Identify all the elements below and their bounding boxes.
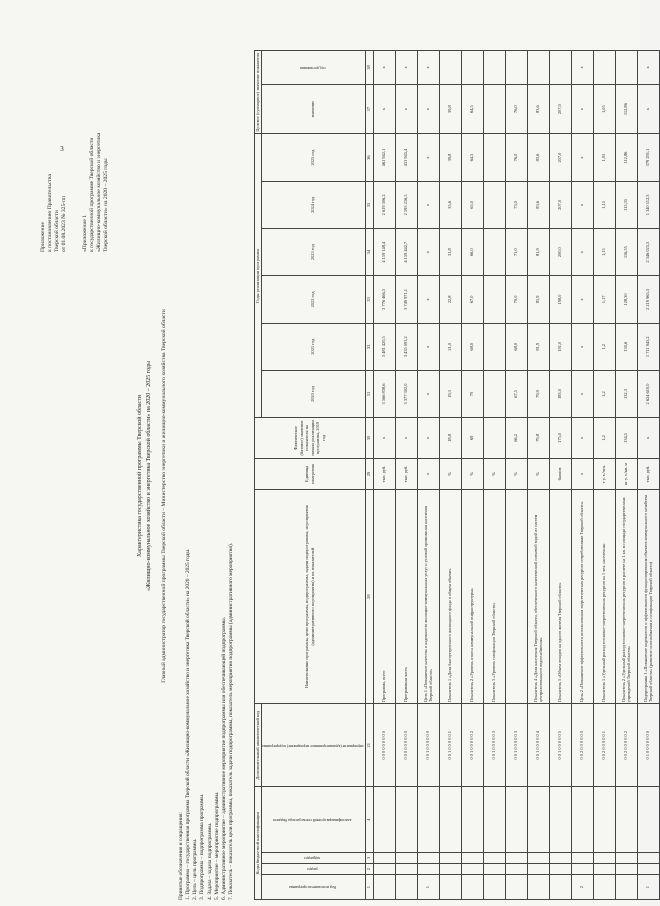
- executor-code-cell: 1: [637, 875, 659, 900]
- appendix-line: Приложение: [40, 221, 46, 252]
- final-year-cell: х: [571, 51, 593, 85]
- col-number: 34: [365, 229, 373, 276]
- executor-code-cell: [549, 875, 571, 900]
- subsection-cell: [571, 852, 593, 863]
- section-cell: [417, 863, 439, 874]
- target-article-cell: [549, 787, 571, 852]
- subsection-cell: [637, 852, 659, 863]
- unit-cell: тыс. руб.: [395, 458, 417, 490]
- year-value-cell: 379 291,1: [637, 134, 659, 181]
- analytic-code-cell: 0 0 0 0 0 0 0 0 0: [373, 704, 395, 787]
- col-number: 37: [365, 84, 373, 134]
- appendix-1-block: [82, 82, 110, 252]
- year-value-cell: 3 435 093,2: [395, 323, 417, 370]
- final-year-cell: х: [395, 51, 417, 85]
- year-value-cell: х: [571, 276, 593, 323]
- year-value-cell: [483, 134, 505, 181]
- target-article-cell: [439, 787, 461, 852]
- appendix-line: Тверской области: [53, 210, 60, 252]
- abbreviations-block: [178, 380, 235, 900]
- executor-code-cell: [439, 875, 461, 900]
- year-2023-header: 2023 год: [261, 229, 365, 276]
- base-value-cell: х: [373, 418, 395, 459]
- table-row: [637, 51, 659, 900]
- landscape-document: [30, 36, 654, 906]
- year-value-cell: х: [417, 323, 439, 370]
- section-cell: [439, 863, 461, 874]
- subsection-cell: [593, 852, 615, 863]
- year-value-cell: 2 619 306,2: [373, 181, 395, 228]
- section-cell: [483, 863, 505, 874]
- final-value-cell: 39,8: [439, 84, 461, 134]
- subsection-header: подраздел: [261, 852, 365, 863]
- name-cell: Показатель 4 «Доля населения Тверской области, обеспеченного качественной питьевой водой из систем централизованного водоснабжения»: [527, 490, 549, 704]
- year-value-cell: 19,3: [439, 370, 461, 417]
- year-value-cell: [483, 229, 505, 276]
- year-value-cell: 64,5: [461, 134, 483, 181]
- unit-cell: тыс. руб.: [637, 458, 659, 490]
- final-value-cell: 207,0: [549, 84, 571, 134]
- executor-code-cell: [593, 875, 615, 900]
- year-value-cell: 2 595 216,5: [395, 181, 417, 228]
- year-value-cell: [483, 276, 505, 323]
- year-value-cell: 1,15: [593, 229, 615, 276]
- year-value-cell: 207,0: [549, 134, 571, 181]
- unit-cell: тыс. руб.: [373, 458, 395, 490]
- year-value-cell: 76,0: [505, 134, 527, 181]
- year-value-cell: 73,0: [505, 181, 527, 228]
- final-value-cell: х: [395, 84, 417, 134]
- section-cell: [571, 863, 593, 874]
- year-value-cell: 68,0: [505, 323, 527, 370]
- final-value-cell: х: [571, 84, 593, 134]
- analytic-code-cell: 0 0 1 0 0 0 0 0 4: [527, 704, 549, 787]
- year-value-cell: 3 776 466,3: [373, 276, 395, 323]
- column-number-row: [365, 51, 373, 900]
- year-2022-header: 2022 год: [261, 276, 365, 323]
- year-value-cell: 116,35: [615, 229, 637, 276]
- final-year-cell: х: [637, 51, 659, 85]
- table-row: [571, 51, 593, 900]
- unit-cell: баллов: [549, 458, 571, 490]
- analytic-code-cell: 0 0 2 0 0 0 0 0 1: [593, 704, 615, 787]
- executor-code-cell: 1: [417, 875, 439, 900]
- final-value-cell: 64,5: [461, 84, 483, 134]
- table-row: [417, 51, 439, 900]
- abbreviation-item: 7. Показатель – показатель цели программы, показатель задачи подпрограммы, показатель мероприятия подпрограммы (административного мероприятия).: [227, 542, 234, 900]
- analytic-code-cell: 0 0 1 0 0 0 0 0 3: [505, 704, 527, 787]
- target-article-header: классификация целевой статьи расхода бюджета: [261, 787, 365, 852]
- target-article-cell: [395, 787, 417, 852]
- subsection-cell: [417, 852, 439, 863]
- year-value-cell: 79,9: [527, 370, 549, 417]
- section-cell: [395, 863, 417, 874]
- budget-codes-header: Коды бюджетной классификации: [255, 787, 262, 900]
- col-number: 32: [365, 323, 373, 370]
- section-cell: [549, 863, 571, 874]
- year-value-cell: х: [571, 323, 593, 370]
- year-value-cell: 66,0: [461, 229, 483, 276]
- year-value-cell: 4 159 148,4: [373, 229, 395, 276]
- table-row: [461, 51, 483, 900]
- final-value-cell: 112,86: [615, 84, 637, 134]
- analytic-code-cell: 0 0 1 0 0 0 0 0 1: [439, 704, 461, 787]
- analytic-code-cell: 0 0 1 0 0 0 0 0 2: [461, 704, 483, 787]
- abbreviation-item: 2. Цель – цель программы.: [192, 838, 199, 900]
- appendix-line: «Жилищно-коммунальное хозяйство и энергетика: [95, 132, 102, 252]
- target-article-cell: [417, 787, 439, 852]
- year-value-cell: 3 481 420,5: [373, 323, 395, 370]
- chief-administrator-line: Главный администратор государственной программы Тверской области – Министерство энергетики и жилищно-коммунального хозяйства Тверской области: [161, 309, 167, 683]
- year-value-cell: 200,0: [549, 229, 571, 276]
- year-value-cell: 1,2: [593, 323, 615, 370]
- final-year-cell: [483, 51, 505, 85]
- table-row: [505, 51, 527, 900]
- program-characteristics-table: [254, 50, 660, 900]
- year-value-cell: 1,15: [593, 181, 615, 228]
- executor-code-cell: [395, 875, 417, 900]
- target-article-cell: [527, 787, 549, 852]
- executor-code-cell: [505, 875, 527, 900]
- year-value-cell: 35,6: [439, 181, 461, 228]
- year-value-cell: 2 219 965,3: [637, 276, 659, 323]
- year-value-cell: 70,0: [505, 276, 527, 323]
- executor-code-cell: 2: [571, 875, 593, 900]
- col-number: 3: [365, 852, 373, 863]
- final-year-header: год достижения: [261, 51, 365, 85]
- name-cell: Цель 2 «Повышение эффективности использования энергетических ресурсов потребителями Тверской области»: [571, 490, 593, 704]
- year-value-cell: [483, 181, 505, 228]
- document-title-line1: Характеристика государственной программы Тверской области: [137, 394, 143, 558]
- abbreviations-heading: Принятые обозначения и сокращения:: [178, 812, 184, 900]
- year-value-cell: 1,17: [593, 276, 615, 323]
- year-value-cell: 132,3: [615, 370, 637, 417]
- analytic-code-cell: 0 0 1 0 0 0 0 0 3: [483, 704, 505, 787]
- year-value-cell: [483, 323, 505, 370]
- name-cell: Показатель 5 «Объем отходов на одного жителя Тверской области»: [549, 490, 571, 704]
- year-value-cell: 81,9: [527, 276, 549, 323]
- final-value-header: значение: [261, 84, 365, 134]
- subsection-cell: [549, 852, 571, 863]
- year-value-cell: 3 749 971,1: [395, 276, 417, 323]
- col-number: 4: [365, 787, 373, 852]
- name-cell: Показатель 1 «Доля благоустроенного жилищного фонда в общем объеме»: [439, 490, 461, 704]
- year-value-cell: 83,6: [527, 181, 549, 228]
- unit-cell: х: [571, 458, 593, 490]
- year-value-cell: 1,05: [593, 134, 615, 181]
- table-row: [593, 51, 615, 900]
- analytic-code-cell: 0 0 1 0 0 0 0 0 0: [417, 704, 439, 787]
- appendix-block: [40, 82, 68, 252]
- col-number: 21: [365, 704, 373, 787]
- name-cell: Цель 1 «Повышение качества и надежности жилищно-коммунальных услуг и условий проживания населения Тверской области»: [417, 490, 439, 704]
- table-row: [615, 51, 637, 900]
- year-value-cell: 191,0: [549, 323, 571, 370]
- target-article-cell: [615, 787, 637, 852]
- table-row: [439, 51, 461, 900]
- year-value-cell: 112,86: [615, 134, 637, 181]
- years-header: Годы реализации программы: [255, 134, 262, 418]
- base-value-header: Фактическое (базовое) значение показателя на начало реализации программы, 2019 год: [255, 418, 366, 459]
- final-year-cell: [439, 51, 461, 85]
- year-value-cell: 22,8: [439, 276, 461, 323]
- target-article-cell: [483, 787, 505, 852]
- final-year-cell: [505, 51, 527, 85]
- abbreviation-item: 5. Мероприятие – мероприятие подпрограммы.: [213, 791, 220, 900]
- section-cell: [637, 863, 659, 874]
- executor-code-header: Код исполнителя программы: [261, 875, 365, 900]
- year-value-cell: 431 945,4: [395, 134, 417, 181]
- base-value-cell: 18,8: [439, 418, 461, 459]
- year-value-cell: 128,30: [615, 276, 637, 323]
- unit-cell: %: [439, 458, 461, 490]
- appendix-line: к государственной программе Тверской области: [88, 137, 95, 252]
- name-cell: Программа, всего: [373, 490, 395, 704]
- section-cell: [461, 863, 483, 874]
- name-cell: Программная часть: [395, 490, 417, 704]
- col-number: 35: [365, 181, 373, 228]
- year-value-cell: 81,9: [527, 323, 549, 370]
- year-2025-header: 2025 год: [261, 134, 365, 181]
- analytic-code-cell: 0 0 0 0 0 0 0 0 0: [395, 704, 417, 787]
- subsection-cell: [439, 852, 461, 863]
- base-value-cell: [483, 418, 505, 459]
- final-year-cell: х: [373, 51, 395, 85]
- base-value-cell: 79,8: [527, 418, 549, 459]
- base-value-cell: 66,2: [505, 418, 527, 459]
- col-number: 2: [365, 863, 373, 874]
- final-year-cell: [593, 51, 615, 85]
- year-2020-header: 2020 год: [261, 370, 365, 417]
- unit-cell: х: [417, 458, 439, 490]
- name-cell: [505, 490, 527, 704]
- analytic-code-cell: 0 0 2 0 0 0 0 0 0: [571, 704, 593, 787]
- year-value-cell: 207,0: [549, 181, 571, 228]
- col-number: 30: [365, 418, 373, 459]
- final-year-cell: [461, 51, 483, 85]
- abbreviation-item: 4. Задача – задача подпрограммы.: [206, 822, 213, 900]
- year-value-cell: 81,9: [527, 229, 549, 276]
- analytic-code-cell: 0 0 1 0 0 0 0 0 5: [549, 704, 571, 787]
- final-year-cell: [549, 51, 571, 85]
- final-value-cell: х: [637, 84, 659, 134]
- unit-cell: кг у. т./кв. м: [615, 458, 637, 490]
- year-value-cell: 1 711 945,2: [637, 323, 659, 370]
- target-article-cell: [637, 787, 659, 852]
- document-title-line2: «Жилищно-коммунальное хозяйство и энергетика Тверской области» на 2020 – 2025 годы: [146, 361, 152, 591]
- target-article-cell: [373, 787, 395, 852]
- section-cell: [505, 863, 527, 874]
- abbreviation-item: 1. Программа – государственная программа Тверской области «Жилищно-коммунальное хозяйство и энергетика Тверской области» на 2020 – 2025 годы.: [185, 548, 192, 900]
- name-header: Наименование программы, цели программы, подпрограммы, задачи подпрограммы, мероприятия (административного мероприятия) и их показателей: [255, 490, 366, 704]
- year-value-cell: 183,0: [549, 370, 571, 417]
- name-cell: Показатель 1 «Удельный расход топливно-энергетических ресурсов на 1 чел. населения»: [593, 490, 615, 704]
- year-value-cell: 3 566 838,6: [373, 370, 395, 417]
- appendix-line: «Приложение 1: [82, 214, 88, 252]
- final-value-cell: [483, 84, 505, 134]
- analytic-code-header: Дополнительный аналитический код: [255, 704, 262, 787]
- subsection-cell: [483, 852, 505, 863]
- table-body: [373, 51, 659, 900]
- appendix-line: от 01.08.2023 № 325-пп: [60, 195, 67, 252]
- year-value-cell: х: [417, 229, 439, 276]
- analytic-code-cell: 0 0 2 0 0 0 0 0 2: [615, 704, 637, 787]
- unit-cell: т у. т./чел.: [593, 458, 615, 490]
- year-value-cell: 65,0: [461, 181, 483, 228]
- year-2021-header: 2021 год: [261, 323, 365, 370]
- year-value-cell: х: [417, 370, 439, 417]
- final-value-cell: 76,0: [505, 84, 527, 134]
- unit-cell: %: [505, 458, 527, 490]
- year-value-cell: 461 942,1: [373, 134, 395, 181]
- target-article-cell: [593, 787, 615, 852]
- target-article-cell: [505, 787, 527, 852]
- subsection-cell: [615, 852, 637, 863]
- year-value-cell: х: [417, 276, 439, 323]
- col-number: 29: [365, 458, 373, 490]
- base-value-cell: 134,5: [615, 418, 637, 459]
- table-row: [395, 51, 417, 900]
- appendix-line: к постановлению Правительства: [46, 174, 53, 252]
- year-value-cell: х: [571, 134, 593, 181]
- appendix-line: Тверской области» на 2020 – 2025 годы: [102, 158, 109, 252]
- executor-code-cell: [615, 875, 637, 900]
- section-cell: [593, 863, 615, 874]
- base-value-cell: 1,2: [593, 418, 615, 459]
- col-number: 31: [365, 370, 373, 417]
- year-value-cell: 130,6: [615, 323, 637, 370]
- target-article-cell: [571, 787, 593, 852]
- program-code-subheader: мероприятие (административное мероприятие) подпрограммы: [261, 704, 365, 787]
- final-year-cell: [527, 51, 549, 85]
- name-cell: Показатель 3 «Уровень газификации Тверской области»: [483, 490, 505, 704]
- subsection-cell: [373, 852, 395, 863]
- year-value-cell: 198,0: [549, 276, 571, 323]
- final-value-cell: х: [417, 84, 439, 134]
- name-cell: Подпрограмма 1 «Повышение надежности и эффективности функционирования объектов коммунального хозяйства Тверской области» (развитие газоснабжения и газификации Тверской области): [637, 490, 659, 704]
- year-value-cell: х: [571, 229, 593, 276]
- executor-code-cell: [373, 875, 395, 900]
- year-value-cell: х: [571, 370, 593, 417]
- year-value-cell: [483, 370, 505, 417]
- table-row: [483, 51, 505, 900]
- page-number: 3: [60, 145, 64, 153]
- rotated-page-content: [30, 0, 654, 906]
- unit-cell: %: [483, 458, 505, 490]
- year-value-cell: 21,0: [439, 323, 461, 370]
- col-number: 36: [365, 134, 373, 181]
- year-value-cell: 67,5: [505, 370, 527, 417]
- table-row: [549, 51, 571, 900]
- year-value-cell: 71,0: [505, 229, 527, 276]
- final-year-cell: [615, 51, 637, 85]
- year-value-cell: 115,35: [615, 181, 637, 228]
- final-value-cell: 1,05: [593, 84, 615, 134]
- executor-code-cell: [461, 875, 483, 900]
- year-value-cell: 68,0: [461, 323, 483, 370]
- base-value-cell: х: [637, 418, 659, 459]
- year-value-cell: 39,8: [439, 134, 461, 181]
- year-value-cell: х: [571, 181, 593, 228]
- unit-cell: %: [527, 458, 549, 490]
- abbreviation-item: 6. Административное мероприятие – административное мероприятие подпрограммы или обеспечивающей подпрограммы.: [220, 616, 227, 900]
- executor-code-cell: [527, 875, 549, 900]
- subsection-cell: [461, 852, 483, 863]
- year-value-cell: 70: [461, 370, 483, 417]
- year-value-cell: 2 346 025,3: [637, 229, 659, 276]
- table-row: [527, 51, 549, 900]
- target-value-header: Целевое (суммарное) значение показателя: [255, 51, 262, 134]
- section-cell: [527, 863, 549, 874]
- subsection-cell: [395, 852, 417, 863]
- year-value-cell: 83,6: [527, 134, 549, 181]
- year-value-cell: 67,0: [461, 276, 483, 323]
- section-cell: [615, 863, 637, 874]
- year-value-cell: 2 624 610,0: [637, 370, 659, 417]
- target-article-cell: [461, 787, 483, 852]
- executor-code-cell: [483, 875, 505, 900]
- final-value-cell: х: [373, 84, 395, 134]
- year-value-cell: 1,2: [593, 370, 615, 417]
- section-cell: [373, 863, 395, 874]
- unit-header: Единица измерения: [255, 458, 366, 490]
- col-number: 28: [365, 490, 373, 704]
- name-cell: Показатель 2 «Удельный расход топливно-энергетических ресурсов в расчете на 1 кв. м площади государственных учреждений Тверской области»: [615, 490, 637, 704]
- year-2024-header: 2024 год: [261, 181, 365, 228]
- year-value-cell: 31,8: [439, 229, 461, 276]
- col-number: 38: [365, 51, 373, 85]
- base-value-cell: х: [417, 418, 439, 459]
- subsection-cell: [527, 852, 549, 863]
- base-value-cell: х: [395, 418, 417, 459]
- analytic-code-cell: 0 1 0 0 0 0 0 0 0: [637, 704, 659, 787]
- section-header: раздел: [261, 863, 365, 874]
- year-value-cell: х: [417, 134, 439, 181]
- base-value-cell: 69: [461, 418, 483, 459]
- base-value-cell: х: [571, 418, 593, 459]
- unit-cell: %: [461, 458, 483, 490]
- col-number: 1: [365, 875, 373, 900]
- year-value-cell: 4 159 442,7: [395, 229, 417, 276]
- col-number: 33: [365, 276, 373, 323]
- final-year-cell: х: [417, 51, 439, 85]
- base-value-cell: 175,0: [549, 418, 571, 459]
- final-value-cell: 83,6: [527, 84, 549, 134]
- name-cell: Показатель 2 «Уровень износа коммунальной инфраструктуры»: [461, 490, 483, 704]
- subsection-cell: [505, 852, 527, 863]
- year-value-cell: х: [417, 181, 439, 228]
- abbreviation-item: 3. Подпрограмма – подпрограмма программы.: [199, 793, 206, 900]
- table-row: [373, 51, 395, 900]
- year-value-cell: 1 140 112,3: [637, 181, 659, 228]
- year-value-cell: 3 377 302,0: [395, 370, 417, 417]
